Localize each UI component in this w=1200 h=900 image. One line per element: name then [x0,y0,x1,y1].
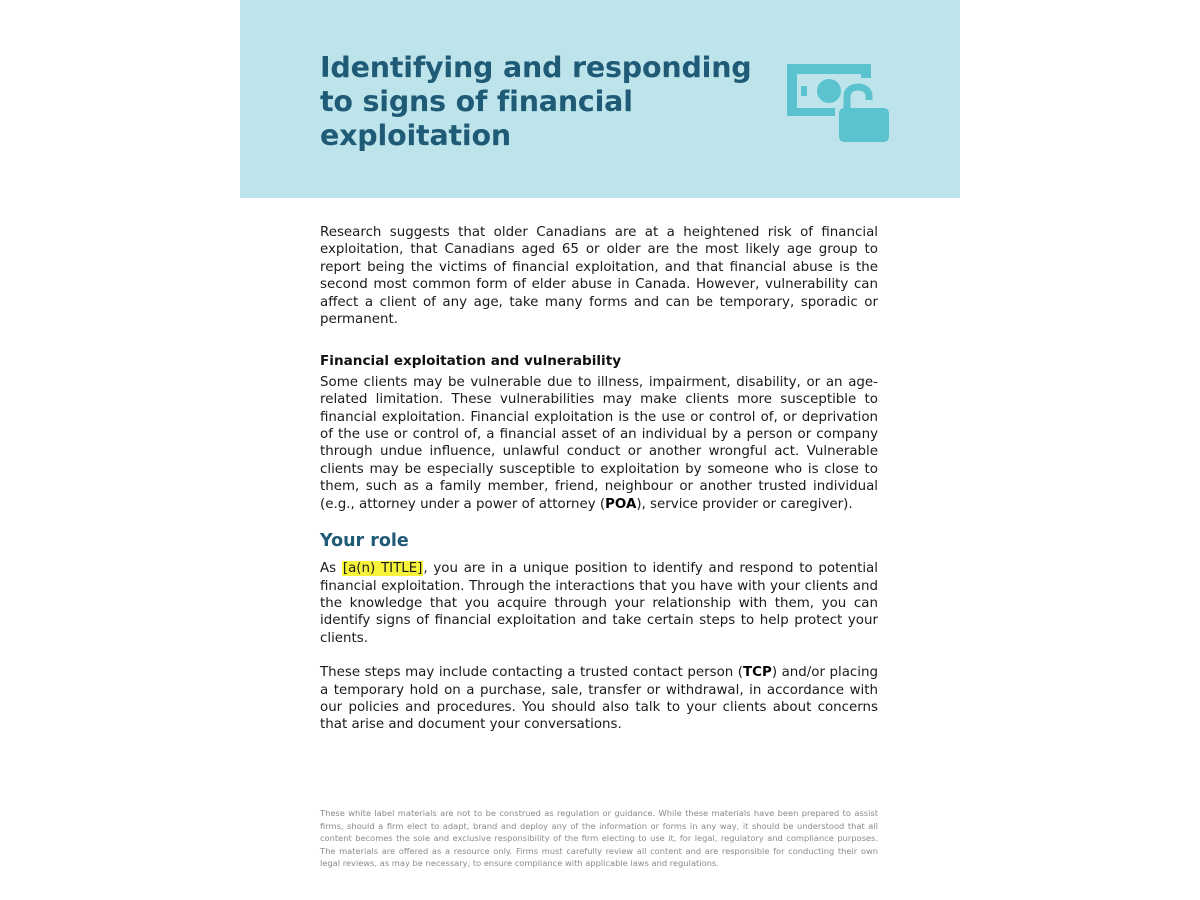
header-banner [240,0,960,198]
vulnerability-text-after: ), service provider or caregiver). [636,496,853,512]
vulnerability-paragraph [320,374,878,513]
poa-acronym: POA [605,496,637,512]
money-lock-icon [787,64,891,144]
role-p2-before: These steps may include contacting a trusted contact person ( [320,665,744,681]
page-title: Identifying and responding to signs of financial exploitation [320,51,752,152]
role-p1-after: , you are in a unique position to identify and respond to potential financial exploitation. Through the interactions that you have with your clients and the knowledge that you acquire through your relationship with them, you can identify signs of financial exploitation and take certain steps to help protect your clients. [320,561,878,646]
title-placeholder-highlight: [a(n) TITLE] [342,561,423,577]
disclaimer-footer: These white label materials are not to be construed as regulation or guidance. While these materials have been prepared to assist firms, should a firm elect to adapt, brand and deploy any of the information or forms in any way, it should be understood that all content becomes the sole and exclusive responsibility of the firm electing to use it, for legal, regulatory and compliance purposes. The materials are offered as a resource only. Firms must carefully review all content and are responsible for conducting their own legal reviews, as may be necessary, to ensure compliance with applicable laws and regulations. [320,808,878,869]
role-paragraph-2 [320,664,878,734]
vulnerability-heading: Financial exploitation and vulnerability [320,353,622,370]
vulnerability-text-before: Some clients may be vulnerable due to illness, impairment, disability, or an age-related limitation. These vulnerabilities may make clients more susceptible to financial exploitation. Financial exploitation is the use or control of, or deprivation of the use or control of, a financial asset of an individual by a person or company through undue influence, unlawful conduct or another wrongful act. Vulnerable clients may be especially susceptible to exploitation by someone who is close to them, such as a family member, friend, neighbour or another trusted individual (e.g., attorney under a power of attorney ( [320,374,878,512]
role-paragraph-1 [320,560,878,647]
tcp-acronym: TCP [743,665,772,681]
role-p1-before: As [320,561,342,577]
document-page [240,0,960,900]
role-p2-after: ) and/or placing a temporary hold on a purchase, sale, transfer or withdrawal, in accordance with our policies and procedures. You should also talk to your clients about concerns that arise and document your conversations. [320,665,879,733]
your-role-heading: Your role [320,531,409,552]
main-content [320,224,878,734]
intro-paragraph: Research suggests that older Canadians are at a heightened risk of financial exploitation, that Canadians aged 65 or older are the most likely age group to report being the victims of financial exploitation, and that financial abuse is the second most common form of elder abuse in Canada. However, vulnerability can affect a client of any age, take many forms and can be temporary, sporadic or permanent. [320,225,878,328]
